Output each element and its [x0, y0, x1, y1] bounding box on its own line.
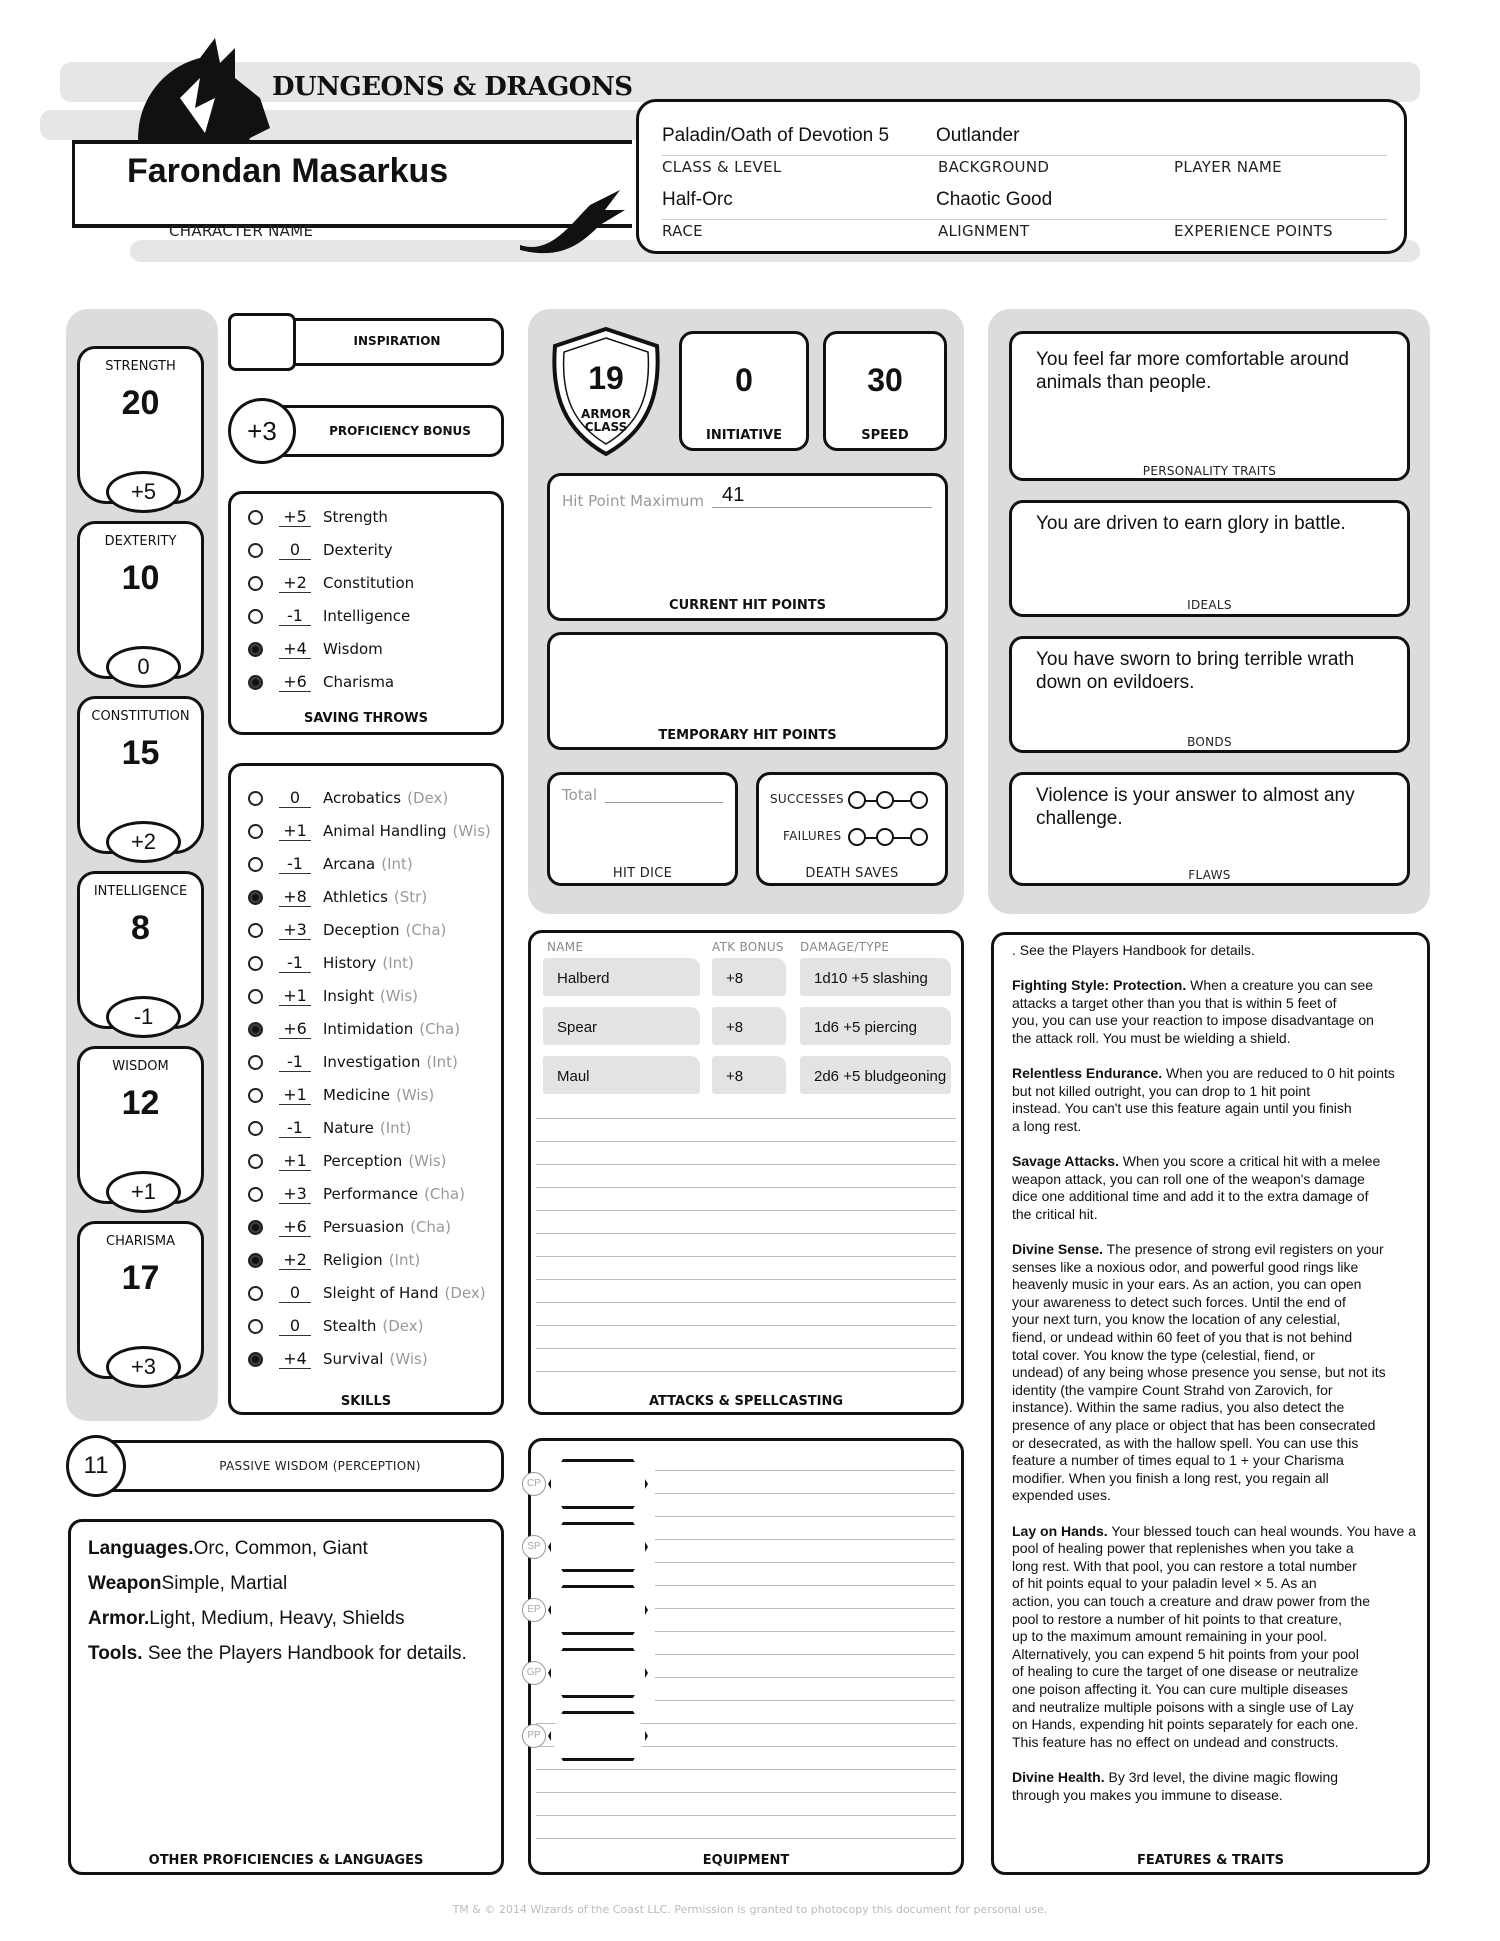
equipment-line: [655, 1516, 955, 1517]
skills-row[interactable]: [248, 1179, 465, 1209]
coin-amount-input[interactable]: [548, 1648, 648, 1698]
bonds-label: BONDS: [1187, 735, 1232, 749]
skill-attribute: (Cha): [410, 1218, 451, 1236]
hp-max-value[interactable]: 41: [722, 484, 745, 506]
ability-score[interactable]: 12: [121, 1084, 160, 1122]
ability-score[interactable]: 20: [121, 384, 160, 422]
personality-traits-label: PERSONALITY TRAITS: [1142, 464, 1277, 478]
class-level-label: CLASS & LEVEL: [662, 158, 782, 176]
ability-score[interactable]: 10: [121, 559, 160, 597]
skills-row[interactable]: [248, 1311, 424, 1341]
logo-text: DUNGEONS & DRAGONS: [272, 72, 633, 102]
proficiency-key: Weapon: [88, 1573, 162, 1594]
feature-title: Lay on Hands.: [1012, 1522, 1108, 1539]
ideals-text: You are driven to earn glory in battle.: [1036, 513, 1346, 534]
skills-value: -1: [279, 1118, 311, 1138]
saving_throws-value: +6: [279, 672, 311, 692]
skills-row[interactable]: [248, 1080, 434, 1110]
dragon-tail-icon: [520, 185, 630, 255]
initiative-label: INITIATIVE: [706, 428, 782, 443]
attack-notes-line: [536, 1187, 956, 1188]
coin-amount-input[interactable]: [548, 1585, 648, 1635]
skill-attribute: (Cha): [405, 921, 447, 939]
feature-body: By 3rd level, the divine magic flowing through you makes you immune to disease.: [1012, 1768, 1339, 1803]
skills-value: +6: [279, 1019, 311, 1039]
proficiency-checkbox[interactable]: [248, 642, 263, 657]
death-save-failure-checkbox[interactable]: [876, 828, 894, 846]
skill-attribute: (Int): [381, 855, 413, 873]
ability-modifier[interactable]: +2: [106, 821, 181, 863]
ability-box: [77, 521, 204, 679]
player-name-label: PLAYER NAME: [1174, 158, 1282, 176]
saving_throws-value: 0: [279, 540, 311, 560]
skills-row[interactable]: [248, 1014, 460, 1044]
skills-value: 0: [279, 1316, 311, 1336]
saving_throws-row[interactable]: [248, 568, 414, 598]
feature-body: When a creature you can see attacks a target other than you that is within 5 feet of you, you can use your reaction to impose disadvantage on the attack roll. You must be wielding a shield.: [1012, 977, 1374, 1046]
equipment-line: [655, 1470, 955, 1471]
attacks-header-name: NAME: [547, 940, 584, 954]
skills-row[interactable]: [248, 849, 413, 879]
armor-class-value[interactable]: 19: [588, 360, 624, 396]
ability-modifier[interactable]: -1: [106, 996, 181, 1038]
features-title: FEATURES & TRAITS: [1137, 1853, 1284, 1868]
skills-name: Nature: [323, 1119, 374, 1137]
skills-name: Performance: [323, 1185, 419, 1203]
skills-name: Athletics: [323, 888, 388, 906]
saving_throws-name: Intelligence: [323, 607, 411, 625]
feature-body: Your blessed touch can heal wounds. You have a pool of healing power that replenishes when you take a long rest. With that pool, you can restore a total number of hit points equal to your paladin level × 5. As an action, you can touch a creature and draw power from the pool to restore a number of hit points to that creature, up to the maximum amount remaining in your pool. Alternatively, you can expend 5 hit points from your pool of healing to cure the target of one disease or neutralize one poison affecting it. You can cure multiple diseases and neutralize multiple poisons with a single use of Lay on Hands, expending hit points separately for each one. This feature has no effect on undead and constructs.: [1012, 1522, 1416, 1750]
race-value[interactable]: Half-Orc: [662, 189, 733, 210]
saving_throws-row[interactable]: [248, 634, 383, 664]
skills-row[interactable]: [248, 1245, 420, 1275]
skill-attribute: (Int): [382, 954, 414, 972]
saving_throws-name: Strength: [323, 508, 388, 526]
skills-title: SKILLS: [340, 1394, 392, 1409]
attack-notes-line: [536, 1325, 956, 1326]
ability-modifier[interactable]: +5: [106, 471, 181, 513]
ability-score[interactable]: 17: [121, 1259, 160, 1297]
skills-value: +2: [279, 1250, 311, 1270]
attack-notes-line: [536, 1164, 956, 1165]
equipment-line: [536, 1792, 956, 1793]
feature-paragraph: [1012, 1769, 1452, 1804]
skills-value: +1: [279, 1085, 311, 1105]
copyright-footer: TM & © 2014 Wizards of the Coast LLC. Permission is granted to photocopy this document for personal use.: [452, 1903, 1048, 1916]
attack-notes-line: [536, 1256, 956, 1257]
skill-attribute: (Int): [388, 1251, 421, 1269]
skills-row[interactable]: [248, 1278, 486, 1308]
saving-throws-title: SAVING THROWS: [303, 711, 429, 726]
attack-notes-line: [536, 1233, 956, 1234]
class-level-value[interactable]: Paladin/Oath of Devotion 5: [662, 125, 890, 146]
attacks-box: [528, 930, 964, 1415]
death-save-success-checkbox[interactable]: [910, 791, 928, 809]
other-proficiencies-title: OTHER PROFICIENCIES & LANGUAGES: [148, 1853, 424, 1868]
skills-row[interactable]: [248, 1113, 411, 1143]
skills-name: Survival: [323, 1350, 384, 1368]
proficiency-line: [88, 1636, 467, 1671]
skills-value: +3: [279, 1184, 311, 1204]
proficiency-text: Simple, Martial: [161, 1573, 288, 1594]
feature-body: The presence of strong evil registers on your senses like a noxious odor, and powerful good rings like heavenly music in your ears. As an action, you can open your awareness to detect such forces. Until the end of your next turn, you know the location of any celestial, fiend, or undead within 60 feet of you that is not behind total cover. You know the type (celestial, fiend, or undead) of any being whose presence you sense, but not its identity (the vampire Count Strahd von Zarovich, for instance). Within the same radius, you also detect the presence of any place or object that has been consecrated or desecrated, as with the hallow spell. You can use this feature a number of times equal to 1 + your Charisma modifier. When you finish a long rest, you regain all expended uses.: [1012, 1241, 1386, 1504]
skills-name: Animal Handling: [323, 822, 447, 840]
saving_throws-name: Dexterity: [323, 541, 393, 559]
features-text[interactable]: [1012, 942, 1452, 1822]
proficiency-bonus-label: PROFICIENCY BONUS: [329, 424, 471, 438]
character-name[interactable]: Farondan Masarkus: [127, 152, 449, 190]
proficiency-checkbox[interactable]: [248, 609, 263, 624]
attacks-header-damage: DAMAGE/TYPE: [800, 940, 890, 954]
coin-amount-input[interactable]: [548, 1522, 648, 1572]
skills-value: -1: [279, 953, 311, 973]
skills-row[interactable]: [248, 915, 446, 945]
skills-name: Religion: [323, 1251, 383, 1269]
skills-value: +4: [279, 1349, 311, 1369]
death-saves-label: DEATH SAVES: [805, 866, 899, 881]
coin-label-sp: SP: [522, 1535, 546, 1559]
proficiency-checkbox[interactable]: [248, 1055, 263, 1070]
inspiration-input[interactable]: [228, 313, 296, 371]
proficiency-checkbox[interactable]: [248, 576, 263, 591]
attack-notes-line: [536, 1302, 956, 1303]
feature-paragraph: [1012, 1241, 1452, 1505]
skills-name: Intimidation: [323, 1020, 414, 1038]
ability-name: CHARISMA: [106, 1234, 175, 1249]
character-name-label: CHARACTER NAME: [169, 222, 314, 240]
attack-notes-line: [536, 1141, 956, 1142]
skills-name: Perception: [323, 1152, 403, 1170]
attack-damage-cell[interactable]: 1d10 +5 slashing: [800, 958, 951, 996]
skills-value: +6: [279, 1217, 311, 1237]
death-save-success-checkbox[interactable]: [876, 791, 894, 809]
ability-modifier[interactable]: +1: [106, 1171, 181, 1213]
attack-name-cell[interactable]: Maul: [543, 1056, 700, 1094]
skills-name: History: [323, 954, 377, 972]
proficiency-checkbox[interactable]: [248, 1088, 263, 1103]
skills-name: Acrobatics: [323, 789, 402, 807]
skill-attribute: (Str): [393, 888, 428, 906]
death-save-success-checkbox[interactable]: [848, 791, 866, 809]
skill-attribute: (Wis): [452, 822, 491, 840]
proficiency-checkbox[interactable]: [248, 1121, 263, 1136]
background-value[interactable]: Outlander: [936, 125, 1020, 146]
inspiration-label: INSPIRATION: [353, 334, 441, 348]
saving_throws-row[interactable]: [248, 535, 393, 565]
proficiency-checkbox[interactable]: [248, 989, 263, 1004]
ability-score[interactable]: 8: [131, 909, 150, 947]
proficiency-checkbox[interactable]: [248, 1352, 263, 1367]
proficiency-text: Orc, Common, Giant: [193, 1538, 368, 1559]
attack-name-cell[interactable]: Spear: [543, 1007, 700, 1045]
proficiency-checkbox[interactable]: [248, 1187, 263, 1202]
skills-value: -1: [279, 1052, 311, 1072]
skills-row[interactable]: [248, 1146, 447, 1176]
temporary-hit-points-label: TEMPORARY HIT POINTS: [658, 728, 837, 743]
speed-value[interactable]: 30: [867, 362, 903, 398]
personality-traits-text: You feel far more comfortable around animals than people.: [1036, 349, 1349, 393]
proficiency-text: Light, Medium, Heavy, Shields: [149, 1608, 405, 1629]
skill-attribute: (Wis): [408, 1152, 447, 1170]
failures-label: FAILURES: [783, 829, 842, 843]
armor-class-label: ARMOR CLASS: [581, 407, 631, 434]
attack-damage-cell[interactable]: 2d6 +5 bludgeoning: [800, 1056, 951, 1094]
speed-label: SPEED: [861, 428, 909, 443]
saving_throws-name: Wisdom: [323, 640, 383, 658]
ability-name: WISDOM: [112, 1059, 169, 1074]
attack-damage-cell[interactable]: 1d6 +5 piercing: [800, 1007, 951, 1045]
skill-attribute: (Dex): [407, 789, 449, 807]
attack-notes-line: [536, 1371, 956, 1372]
proficiency-line: [88, 1601, 467, 1636]
hit-dice-total-label: Total: [562, 786, 598, 804]
skill-attribute: (Dex): [382, 1317, 424, 1335]
coin-label-cp: CP: [522, 1472, 546, 1496]
skills-row[interactable]: [248, 981, 418, 1011]
attack-bonus-cell[interactable]: +8: [712, 1007, 786, 1045]
proficiencies-list: [88, 1531, 467, 1671]
passive-perception-value[interactable]: 11: [66, 1435, 126, 1497]
bonds-text: You have sworn to bring terrible wrath down on evildoers.: [1036, 649, 1355, 693]
feature-title: Savage Attacks.: [1012, 1153, 1119, 1170]
proficiency-checkbox[interactable]: [248, 675, 263, 690]
skills-row[interactable]: [248, 1212, 451, 1242]
skill-attribute: (Dex): [444, 1284, 486, 1302]
background-label: BACKGROUND: [938, 158, 1050, 176]
feature-paragraph: [1012, 1153, 1452, 1223]
skills-value: +1: [279, 821, 311, 841]
feature-title: Divine Sense.: [1012, 1241, 1104, 1258]
ability-score[interactable]: 15: [121, 734, 160, 772]
proficiency-checkbox[interactable]: [248, 791, 263, 806]
proficiency-checkbox[interactable]: [248, 824, 263, 839]
coin-label-pp: PP: [522, 1724, 546, 1748]
equipment-line: [655, 1677, 955, 1678]
equipment-line: [655, 1493, 955, 1494]
skill-attribute: (Cha): [424, 1185, 465, 1203]
skills-name: Medicine: [323, 1086, 391, 1104]
skills-value: +3: [279, 920, 311, 940]
skills-value: 0: [279, 1283, 311, 1303]
skills-row[interactable]: [248, 882, 427, 912]
ability-box: [77, 1046, 204, 1204]
equipment-line: [655, 1562, 955, 1563]
ability-box: [77, 871, 204, 1029]
feature-body: When you score a critical hit with a melee weapon attack, you can roll one of the weapon's damage dice one additional time and add it to the extra damage of the critical hit.: [1012, 1153, 1381, 1222]
race-label: RACE: [662, 222, 703, 240]
feature-paragraph: [1012, 942, 1452, 960]
attack-name-cell[interactable]: Halberd: [543, 958, 700, 996]
skill-attribute: (Cha): [419, 1020, 461, 1038]
initiative-value[interactable]: 0: [735, 362, 753, 398]
proficiency-key: Tools.: [88, 1643, 143, 1664]
ability-box: [77, 1221, 204, 1379]
skills-name: Arcana: [323, 855, 376, 873]
saving_throws-value: -1: [279, 606, 311, 626]
skills-value: +8: [279, 887, 311, 907]
skills-value: 0: [279, 788, 311, 808]
skills-name: Deception: [323, 921, 400, 939]
skills-row[interactable]: [248, 1047, 458, 1077]
successes-label: SUCCESSES: [770, 792, 844, 806]
coin-amount-input[interactable]: [548, 1711, 648, 1761]
skills-value: +1: [279, 986, 311, 1006]
feature-title: Relentless Endurance.: [1012, 1065, 1163, 1082]
attack-notes-line: [536, 1348, 956, 1349]
equipment-line: [655, 1539, 955, 1540]
skills-row[interactable]: [248, 816, 491, 846]
ability-box: [77, 696, 204, 854]
equipment-line: [655, 1608, 955, 1609]
skills-row[interactable]: [248, 1344, 428, 1374]
skill-attribute: (Wis): [379, 987, 419, 1005]
equipment-line: [536, 1769, 956, 1770]
ability-modifier[interactable]: 0: [106, 646, 181, 688]
flaws-text: Violence is your answer to almost any challenge.: [1036, 785, 1355, 829]
saving_throws-row[interactable]: [248, 502, 388, 532]
ability-modifier[interactable]: +3: [106, 1346, 181, 1388]
proficiency-text: See the Players Handbook for details.: [142, 1643, 467, 1664]
proficiency-checkbox[interactable]: [248, 1319, 263, 1334]
proficiency-checkbox[interactable]: [248, 890, 263, 905]
proficiency-checkbox[interactable]: [248, 923, 263, 938]
skills-name: Persuasion: [323, 1218, 405, 1236]
proficiency-checkbox[interactable]: [248, 510, 263, 525]
skills-row[interactable]: [248, 948, 414, 978]
attacks-title: ATTACKS & SPELLCASTING: [648, 1394, 844, 1409]
attack-notes-line: [536, 1118, 956, 1119]
proficiency-checkbox[interactable]: [248, 1022, 263, 1037]
feature-paragraph: [1012, 1065, 1452, 1135]
feature-paragraph: [1012, 1523, 1452, 1752]
coin-label-gp: GP: [522, 1661, 546, 1685]
experience-points-label: EXPERIENCE POINTS: [1174, 222, 1333, 240]
feature-title: Fighting Style: Protection.: [1012, 977, 1187, 994]
feature-body: When you are reduced to 0 hit points but not killed outright, you can drop to 1 hit point instead. You can't use this feature again until you finish a long rest.: [1012, 1065, 1395, 1134]
ability-name: STRENGTH: [105, 359, 176, 374]
attack-notes-line: [536, 1210, 956, 1211]
skill-attribute: (Int): [379, 1119, 412, 1137]
hit-dice-label: HIT DICE: [612, 866, 673, 881]
saving_throws-value: +2: [279, 573, 311, 593]
ideals-label: IDEALS: [1187, 598, 1232, 612]
death-save-failure-checkbox[interactable]: [910, 828, 928, 846]
proficiency-key: Armor.: [88, 1608, 150, 1629]
proficiency-checkbox[interactable]: [248, 1154, 263, 1169]
proficiency-checkbox[interactable]: [248, 1220, 263, 1235]
saving_throws-name: Constitution: [323, 574, 415, 592]
skills-name: Insight: [323, 987, 374, 1005]
attack-bonus-cell[interactable]: +8: [712, 1056, 786, 1094]
current-hit-points-label: CURRENT HIT POINTS: [669, 598, 826, 613]
proficiency-line: [88, 1531, 467, 1566]
saving_throws-name: Charisma: [323, 673, 395, 691]
skills-row[interactable]: [248, 783, 448, 813]
attack-bonus-cell[interactable]: +8: [712, 958, 786, 996]
skills-value: +1: [279, 1151, 311, 1171]
skill-attribute: (Wis): [396, 1086, 435, 1104]
proficiency-checkbox[interactable]: [248, 543, 263, 558]
coin-amount-input[interactable]: [548, 1459, 648, 1509]
skills-name: Sleight of Hand: [323, 1284, 439, 1302]
alignment-label: ALIGNMENT: [938, 222, 1030, 240]
skills-value: -1: [279, 854, 311, 874]
proficiency-checkbox[interactable]: [248, 857, 263, 872]
equipment-line: [655, 1631, 955, 1632]
equipment-line: [536, 1815, 956, 1816]
feature-body: . See the Players Handbook for details.: [1012, 942, 1255, 958]
ability-name: CONSTITUTION: [91, 709, 190, 724]
skills-name: Investigation: [323, 1053, 421, 1071]
equipment-title: EQUIPMENT: [702, 1853, 790, 1868]
passive-perception-label: PASSIVE WISDOM (PERCEPTION): [219, 1459, 421, 1473]
saving_throws-value: +5: [279, 507, 311, 527]
proficiency-bonus-value[interactable]: +3: [228, 398, 296, 464]
ability-name: DEXTERITY: [104, 534, 177, 549]
equipment-line: [655, 1585, 955, 1586]
alignment-value[interactable]: Chaotic Good: [936, 189, 1053, 210]
feature-paragraph: [1012, 977, 1452, 1047]
saving_throws-value: +4: [279, 639, 311, 659]
proficiency-line: [88, 1566, 467, 1601]
equipment-line: [655, 1700, 955, 1701]
proficiency-checkbox[interactable]: [248, 1286, 263, 1301]
proficiency-checkbox[interactable]: [248, 1253, 263, 1268]
skills-name: Stealth: [323, 1317, 377, 1335]
proficiency-key: Languages.: [88, 1538, 194, 1559]
saving_throws-row[interactable]: [248, 667, 394, 697]
feature-title: Divine Health.: [1012, 1768, 1105, 1785]
ability-name: INTELLIGENCE: [93, 884, 188, 899]
death-save-failure-checkbox[interactable]: [848, 828, 866, 846]
hp-max-label: Hit Point Maximum: [562, 492, 705, 510]
equipment-line: [655, 1654, 955, 1655]
equipment-line: [536, 1838, 956, 1839]
ability-box: [77, 346, 204, 504]
attacks-header-bonus: ATK BONUS: [712, 940, 784, 954]
skill-attribute: (Wis): [389, 1350, 428, 1368]
attack-notes-line: [536, 1279, 956, 1280]
saving_throws-row[interactable]: [248, 601, 410, 631]
skill-attribute: (Int): [426, 1053, 458, 1071]
proficiency-checkbox[interactable]: [248, 956, 263, 971]
coin-label-ep: EP: [522, 1598, 546, 1622]
flaws-label: FLAWS: [1188, 868, 1231, 882]
